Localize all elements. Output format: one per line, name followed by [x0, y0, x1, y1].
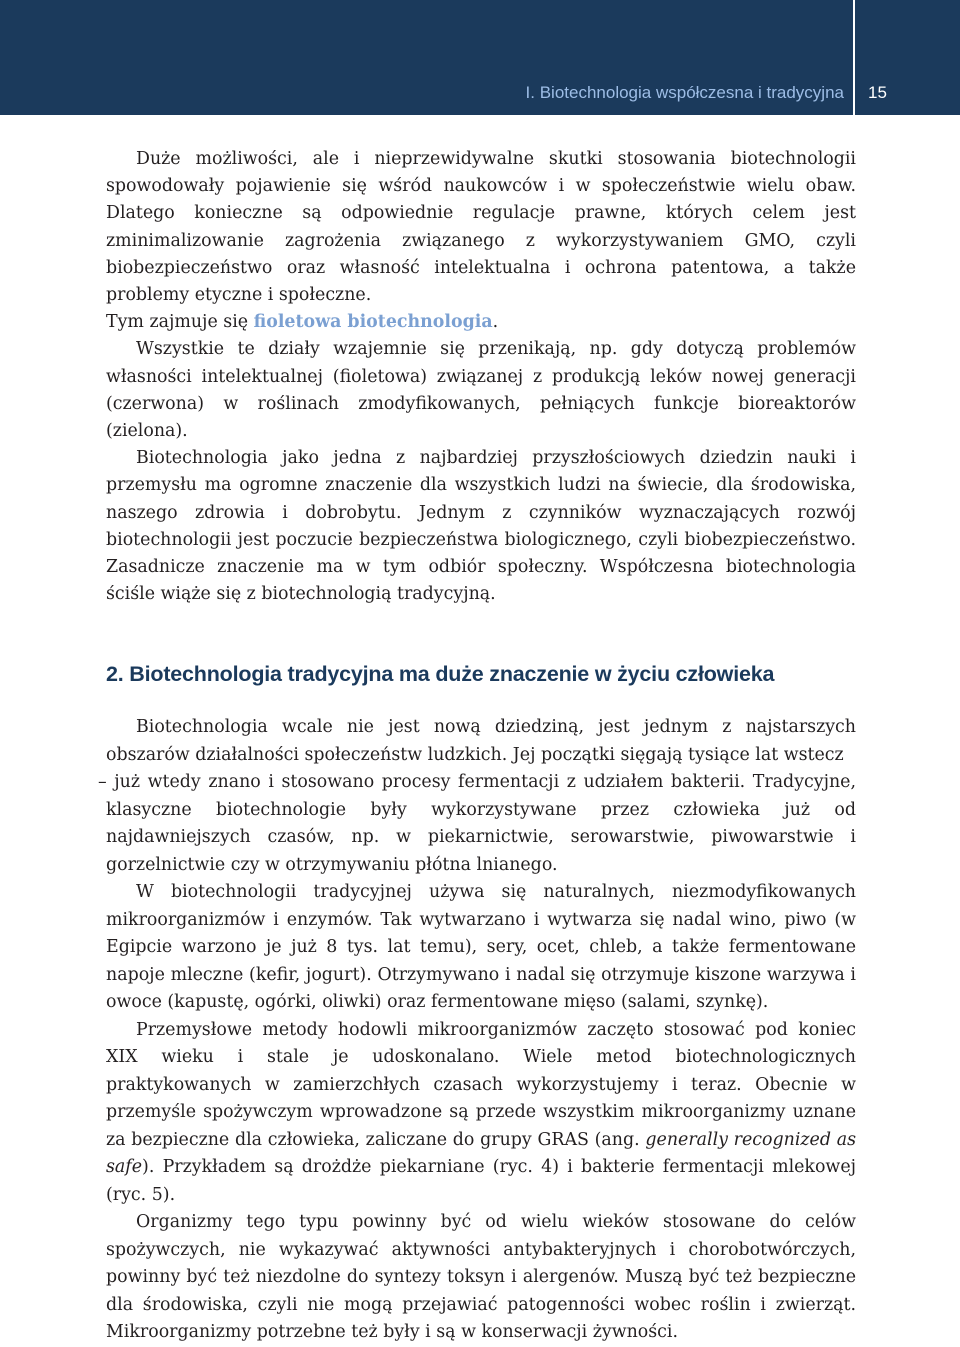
paragraph-text: Tym zajmuje się — [106, 312, 254, 333]
paragraph-text: . — [492, 312, 499, 333]
paragraph — [106, 1209, 856, 1347]
paragraph-continuation — [106, 309, 856, 336]
paragraph — [106, 336, 856, 445]
paragraph — [106, 445, 856, 608]
paragraph-text: Biotechnologia wcale nie jest nową dziedziną, jest jednym z najstarszych obszarów działalności społeczeństw ludzkich. Jej początki sięgają tysiące lat wstecz — [106, 717, 856, 765]
paragraph-text: Organizmy tego typu powinny być od wielu wieków stosowane do celów spożywczych, nie wykazywać aktywności antybakteryjnych i chorobotwórczych, powinny być też niezdolne do syntezy toksyn i alergenów. Muszą być też bezpieczne dla środowiska, czyli nie mogą przejawiać patogenności wobec roślin i zwierząt. Mikroorganizmy potrzebne też były i są w konserwacji żywności. — [106, 1212, 856, 1343]
section-heading: 2. Biotechnologia tradycyjna ma duże znaczenie w życiu człowieka — [106, 662, 775, 687]
chapter-title: I. Biotechnologia współczesna i tradycyjna — [525, 83, 844, 102]
paragraph-text: Wszystkie te działy wzajemnie się przenikają, np. gdy dotyczą problemów własności intelektualnej (fioletowa) związanej z produkcją leków nowej generacji (czerwona) w roślinach zmodyfikowanych, pełniących funkcje bioreaktorów (zielona). — [106, 339, 856, 442]
paragraph-text: ). Przykładem są drożdże piekarniane (ryc. 4) i bakterie fermentacji mlekowej (ryc. 5). — [106, 1157, 856, 1205]
paragraph-text: – już wtedy znano i stosowano procesy fermentacji z udziałem bakterii. Tradycyjne, klasyczne biotechnologie były wykorzystywane przez człowieka już od najdawniejszych czasów, np. w piekarnictwie, serowarstwie, piwowarstwie i gorzelnictwie czy w otrzymywaniu płótna lnianego. — [98, 772, 856, 875]
paragraph — [106, 714, 856, 769]
paragraph — [106, 879, 856, 1017]
paragraph-text: W biotechnologii tradycyjnej używa się naturalnych, niezmodyfikowanych mikroorganizmów i enzymów. Tak wytwarzano i wytwarza się nadal wino, piwo (w Egipcie warzono je już 8 tys. lat temu), sery, ocet, chleb, a także fermentowane napoje mleczne (kefir, jogurt). Otrzymywano i nadal się otrzymuje kiszone warzywa i owoce (kapustę, ogórki, oliwki) oraz fermentowane mięso (salami, szynkę). — [106, 882, 856, 1013]
paragraph — [106, 146, 856, 309]
paragraph-continuation — [98, 769, 856, 879]
paragraph-text: Biotechnologia jako jedna z najbardziej przyszłościowych dziedzin nauki i przemysłu ma ogromne znaczenie dla wszystkich ludzi na świecie, dla środowiska, naszego zdrowia i dobrobytu. Jednym z czynników wyznaczających rozwój biotechnologii jest poczucie bezpieczeństwa biologicznego, czyli biobezpieczeństwo. Zasadnicze znaczenie ma w tym odbiór społeczny. Współczesna biotechnologia ściśle wiąże się z biotechnologią tradycyjną. — [106, 448, 856, 605]
paragraph-text: Przemysłowe metody hodowli mikroorganizmów zaczęto stosować pod koniec XIX wieku i stale je udoskonalano. Wiele metod biotechnologicznych praktykowanych w zamierzchłych czasach wykorzystujemy i teraz. Obecnie w przemyśle spożywczym wprowadzone są przede wszystkim mikroorganizmy uznane za bezpieczne dla człowieka, zaliczane do grupy GRAS (ang. — [106, 1019, 856, 1150]
paragraph-text: Duże możliwości, ale i nieprzewidywalne skutki stosowania biotechnologii spowodowały pojawienie się wśród naukowców i w społeczeństwie wielu obaw. Dlatego konieczne są odpowiednie regulacje prawne, których celem jest zminimalizowanie zagrożenia związanego z wykorzystywaniem GMO, czyli biobezpieczeństwo oraz własność intelektualna i ochrona patentowa, a także problemy etyczne i społeczne. — [106, 149, 856, 306]
italic-term: generally recognized as safe — [106, 1129, 856, 1178]
page-body — [98, 146, 856, 1347]
page-number: 15 — [868, 83, 887, 102]
section-2-body — [98, 714, 856, 1347]
paragraph — [106, 1017, 856, 1210]
highlight-term: fioletowa biotechnologia — [253, 312, 493, 333]
